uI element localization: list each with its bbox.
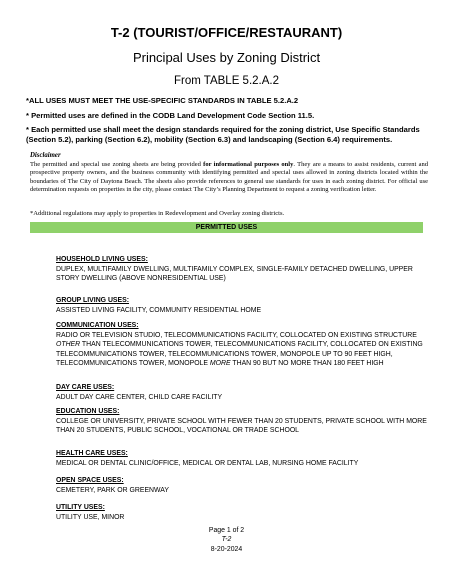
table-reference: From TABLE 5.2.A.2 (173, 75, 280, 87)
requirement-definitions: * Permitted uses are defined in the CODB Land Development Code Section 11.5. (26, 111, 315, 120)
communication-text-3: THAN 90 BUT NO MORE THAN 180 FEET HIGH (230, 360, 384, 368)
health-care-section (56, 449, 436, 468)
communication-emphasis-more: MORE (209, 360, 231, 368)
section-heading: UTILITY USES: (56, 504, 105, 511)
disclaimer-emphasis: for informational purposes only (203, 161, 294, 168)
communication-section (56, 321, 436, 369)
requirement-use-standards: *ALL USES MUST MEET THE USE-SPECIFIC STANDARDS IN TABLE 5.2.A.2 (26, 96, 299, 105)
page-number: Page 1 of 2 (208, 527, 245, 534)
page-footer (0, 526, 453, 554)
disclaimer-text-start: The permitted and special use zoning sheets are being provided (30, 161, 204, 168)
revision-date: 8-20-2024 (210, 545, 243, 553)
section-heading: DAY CARE USES: (56, 384, 115, 391)
utility-section (56, 503, 436, 522)
additional-regulations-note: *Additional regulations may apply to properties in Redevelopment and Overlay zoning districts. (30, 210, 285, 217)
page-title: T-2 (TOURIST/OFFICE/RESTAURANT) (110, 25, 343, 40)
open-space-section (56, 476, 436, 495)
district-code: T-2 (221, 536, 232, 544)
communication-emphasis-other: OTHER (56, 341, 81, 349)
section-body: ASSISTED LIVING FACILITY, COMMUNITY RESIDENTIAL HOME (56, 306, 262, 314)
section-body: CEMETERY, PARK OR GREENWAY (56, 486, 169, 494)
education-section (56, 407, 436, 436)
requirement-design-standards: * Each permitted use shall meet the design standards required for the zoning district, Use Specific Standards (Section 5.2), parking (Section 6.2), mobility (Section 6.3) and landscaping (Section 6.4) requirements. (26, 125, 420, 144)
section-heading: OPEN SPACE USES: (56, 477, 124, 484)
group-living-section (56, 296, 436, 315)
household-living-section (56, 255, 436, 284)
section-body: ADULT DAY CARE CENTER, CHILD CARE FACILITY (56, 393, 223, 401)
permitted-uses-bar: PERMITTED USES (30, 222, 423, 233)
communication-text-1: RADIO OR TELEVISION STUDIO, TELECOMMUNICATIONS FACILITY, COLLOCATED ON EXISTING STRUCTURE (56, 331, 417, 339)
disclaimer-text-end: . They are a means to assist residents, current and prospective property owners, and the business community with identifying permitted and special uses allowed in zoning districts located within the boundaries of The City of Daytona Beach. The sheets also provide references to general use standards for uses in each zoning district. For official use determination requests on properties in the city, please contact The City’s Planning Department to request a zoning verification letter. (30, 161, 428, 193)
section-heading: COMMUNICATION USES: (56, 322, 139, 329)
section-body: MEDICAL OR DENTAL CLINIC/OFFICE, MEDICAL OR DENTAL LAB, NURSING HOME FACILITY (56, 459, 359, 467)
day-care-section (56, 383, 436, 402)
disclaimer-heading: Disclaimer (30, 152, 61, 159)
page-subtitle: Principal Uses by Zoning District (132, 50, 321, 65)
section-body: DUPLEX, MULTIFAMILY DWELLING, MULTIFAMILY COMPLEX, SINGLE-FAMILY DETACHED DWELLING, UPPER STORY DWELLING (ABOVE NONRESIDENTIAL USE) (56, 265, 413, 283)
section-body (56, 331, 436, 369)
section-heading: HOUSEHOLD LIVING USES: (56, 256, 148, 263)
section-heading: HEALTH CARE USES: (56, 450, 128, 457)
communication-text-2: THAN TELECOMMUNICATIONS TOWER, TELECOMMUNICATIONS FACILITY, COLLOCATED ON EXISTING TELECOMMUNICATIONS TOWER, TELECOMMUNICATIONS TOWER, MONOPOLE UP TO 90 FEET HIGH, TELECOMMUNICATIONS TOWER, MONOPOLE (56, 341, 423, 368)
section-heading: EDUCATION USES: (56, 408, 120, 415)
section-body: UTILITY USE, MINOR (56, 513, 125, 521)
disclaimer-text (30, 161, 428, 194)
section-body: COLLEGE OR UNIVERSITY, PRIVATE SCHOOL WITH FEWER THAN 20 STUDENTS, PRIVATE SCHOOL WITH MORE THAN 20 STUDENTS, PUBLIC SCHOOL, VOCATIONAL OR TRADE SCHOOL (56, 417, 427, 435)
section-heading: GROUP LIVING USES: (56, 297, 130, 304)
